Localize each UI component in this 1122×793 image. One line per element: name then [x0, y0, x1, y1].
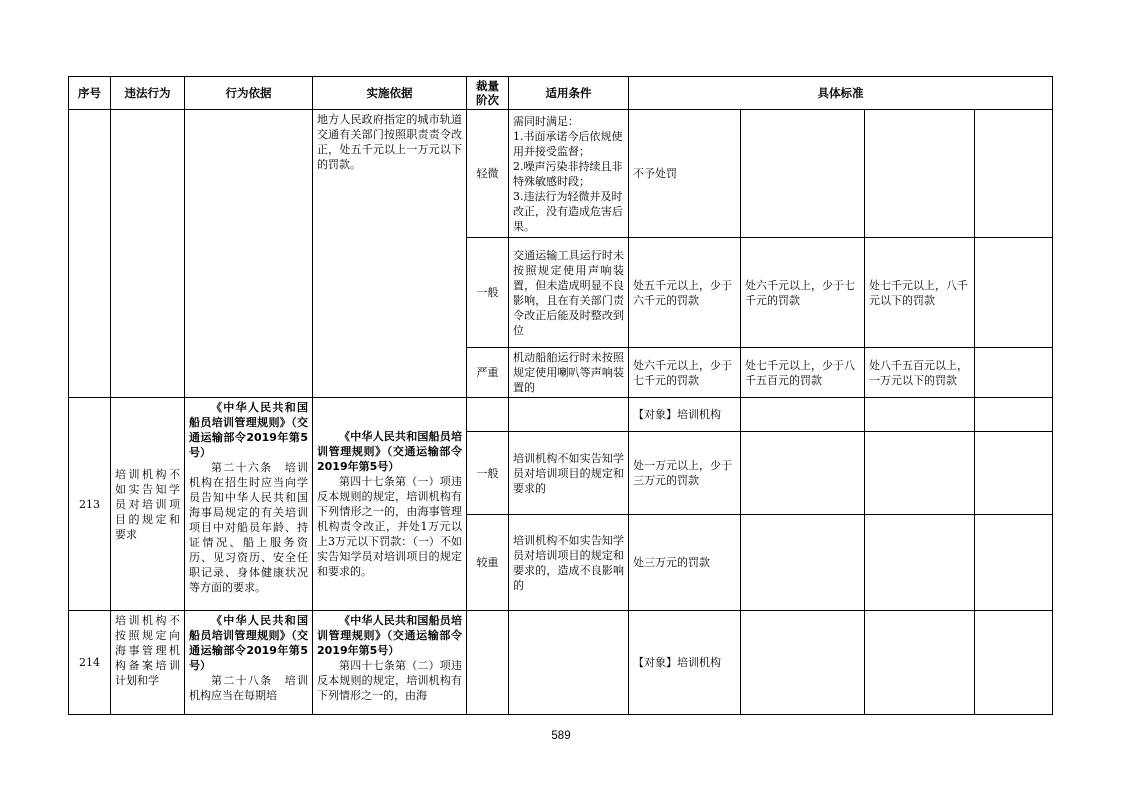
- seq-cell: 214: [69, 611, 111, 715]
- standard-cell-2: [741, 432, 865, 515]
- level-cell-empty: [467, 611, 509, 715]
- standard-cell-2: 处六千元以上，少于七千元的罚款: [741, 238, 865, 348]
- table-row: [69, 611, 1053, 715]
- implementation-cell: [313, 110, 467, 398]
- standard-cell-4: [975, 398, 1053, 432]
- level-cell: 轻微: [467, 110, 509, 238]
- basis-article-text: 第二十六条 培训机构在招生时应当向学员告知中华人民共和国海事局规定的有关培训项目中对船员年龄、持证情况、船上服务资历、见习资历、安全任职记录、身体健康状况等方面的要求。: [189, 461, 308, 594]
- standard-cell-3: [865, 515, 975, 611]
- table-row: [69, 110, 1053, 238]
- seq-cell-empty: [69, 110, 111, 398]
- standard-cell-1: 处六千元以上，少于七千元的罚款: [629, 348, 741, 398]
- standard-cell-1: 处五千元以上，少于六千元的罚款: [629, 238, 741, 348]
- standard-cell-4: [975, 611, 1053, 715]
- header-standard: 具体标准: [629, 77, 1053, 110]
- header-violation: 违法行为: [111, 77, 185, 110]
- basis-law-title: 《中华人民共和国船员培训管理规则》（交通运输部令2019年第5号）: [189, 614, 308, 672]
- standard-cell-4: [975, 110, 1053, 238]
- standard-cell-3: [865, 398, 975, 432]
- condition-cell-empty: [509, 398, 629, 432]
- standard-cell-3: 处八千五百元以上，一万元以下的罚款: [865, 348, 975, 398]
- page-number: 589: [551, 730, 571, 742]
- standard-cell-3: [865, 611, 975, 715]
- basis-cell-empty: [185, 110, 313, 398]
- seq-cell: 213: [69, 398, 111, 611]
- standard-cell-2: [741, 515, 865, 611]
- violation-cell: 培训机构不按照规定向海事管理机构备案培训计划和学: [111, 611, 185, 715]
- condition-cell: 机动船舶运行时未按照规定使用喇叭等声响装置的: [509, 348, 629, 398]
- standard-cell-4: [975, 348, 1053, 398]
- standard-cell-2: [741, 611, 865, 715]
- level-cell: 一般: [467, 238, 509, 348]
- basis-law-title: 《中华人民共和国船员培训管理规则》（交通运输部令2019年第5号）: [189, 401, 308, 459]
- level-cell: 严重: [467, 348, 509, 398]
- level-cell: 一般: [467, 432, 509, 515]
- standard-cell-1: 处三万元的罚款: [629, 515, 741, 611]
- basis-cell: [185, 611, 313, 715]
- implementation-text: 地方人民政府指定的城市轨道交通有关部门按照职责责令改正，处五千元以上一万元以下的罚款。: [317, 113, 462, 171]
- standard-cell-3: [865, 432, 975, 515]
- header-basis: 行为依据: [185, 77, 313, 110]
- violation-cell-empty: [111, 110, 185, 398]
- implementation-article-text: 第四十七条第（二）项违反本规则的规定，培训机构有下列情形之一的，由海: [317, 659, 462, 702]
- standard-cell-3: [865, 110, 975, 238]
- implementation-article-text: 第四十七条第（一）项违反本规则的规定，培训机构有下列情形之一的，由海事管理机构责令改正，并处1万元以上3万元以下罚款：（一）不如实告知学员对培训项目的规定和要求的。: [317, 475, 462, 578]
- target-cell: 【对象】培训机构: [629, 611, 741, 715]
- header-seq: 序号: [69, 77, 111, 110]
- standard-cell-4: [975, 515, 1053, 611]
- level-cell-empty: [467, 398, 509, 432]
- condition-cell: 交通运输工具运行时未按照规定使用声响装置，但未造成明显不良影响，且在有关部门责令改正后能及时整改到位: [509, 238, 629, 348]
- standard-cell-2: [741, 398, 865, 432]
- header-implementation: 实施依据: [313, 77, 467, 110]
- condition-cell: 培训机构不如实告知学员对培训项目的规定和要求的，造成不良影响的: [509, 515, 629, 611]
- condition-cell: 需同时满足： 1.书面承诺今后依规使用并接受监督； 2.噪声污染非持续且非特殊敏感时段； 3.违法行为轻微并及时改正，没有造成危害后果。: [509, 110, 629, 238]
- basis-article-text: 第二十八条 培训机构应当在每期培: [189, 674, 308, 702]
- standard-cell-1: 处一万元以上，少于三万元的罚款: [629, 432, 741, 515]
- implementation-cell: [313, 611, 467, 715]
- header-condition: 适用条件: [509, 77, 629, 110]
- table-header-row: [69, 77, 1053, 110]
- basis-cell: [185, 398, 313, 611]
- implementation-cell: [313, 398, 467, 611]
- header-level: 裁量 阶次: [467, 77, 509, 110]
- level-cell: 较重: [467, 515, 509, 611]
- penalty-standards-table: [68, 76, 1053, 715]
- violation-cell: 培训机构不如实告知学员对培训项目的规定和要求: [111, 398, 185, 611]
- standard-cell-4: [975, 432, 1053, 515]
- standard-cell-2: 处七千元以上，少于八千五百元的罚款: [741, 348, 865, 398]
- table-row: [69, 398, 1053, 432]
- standard-cell-4: [975, 238, 1053, 348]
- implementation-law-title: 《中华人民共和国船员培训管理规则》（交通运输部令2019年第5号）: [317, 430, 462, 473]
- implementation-law-title: 《中华人民共和国船员培训管理规则》（交通运输部令2019年第5号）: [317, 614, 462, 657]
- standard-cell-2: [741, 110, 865, 238]
- standard-cell-3: 处七千元以上，八千元以下的罚款: [865, 238, 975, 348]
- condition-cell: 培训机构不如实告知学员对培训项目的规定和要求的: [509, 432, 629, 515]
- standard-cell-1: 不予处罚: [629, 110, 741, 238]
- target-cell: 【对象】培训机构: [629, 398, 741, 432]
- condition-cell-empty: [509, 611, 629, 715]
